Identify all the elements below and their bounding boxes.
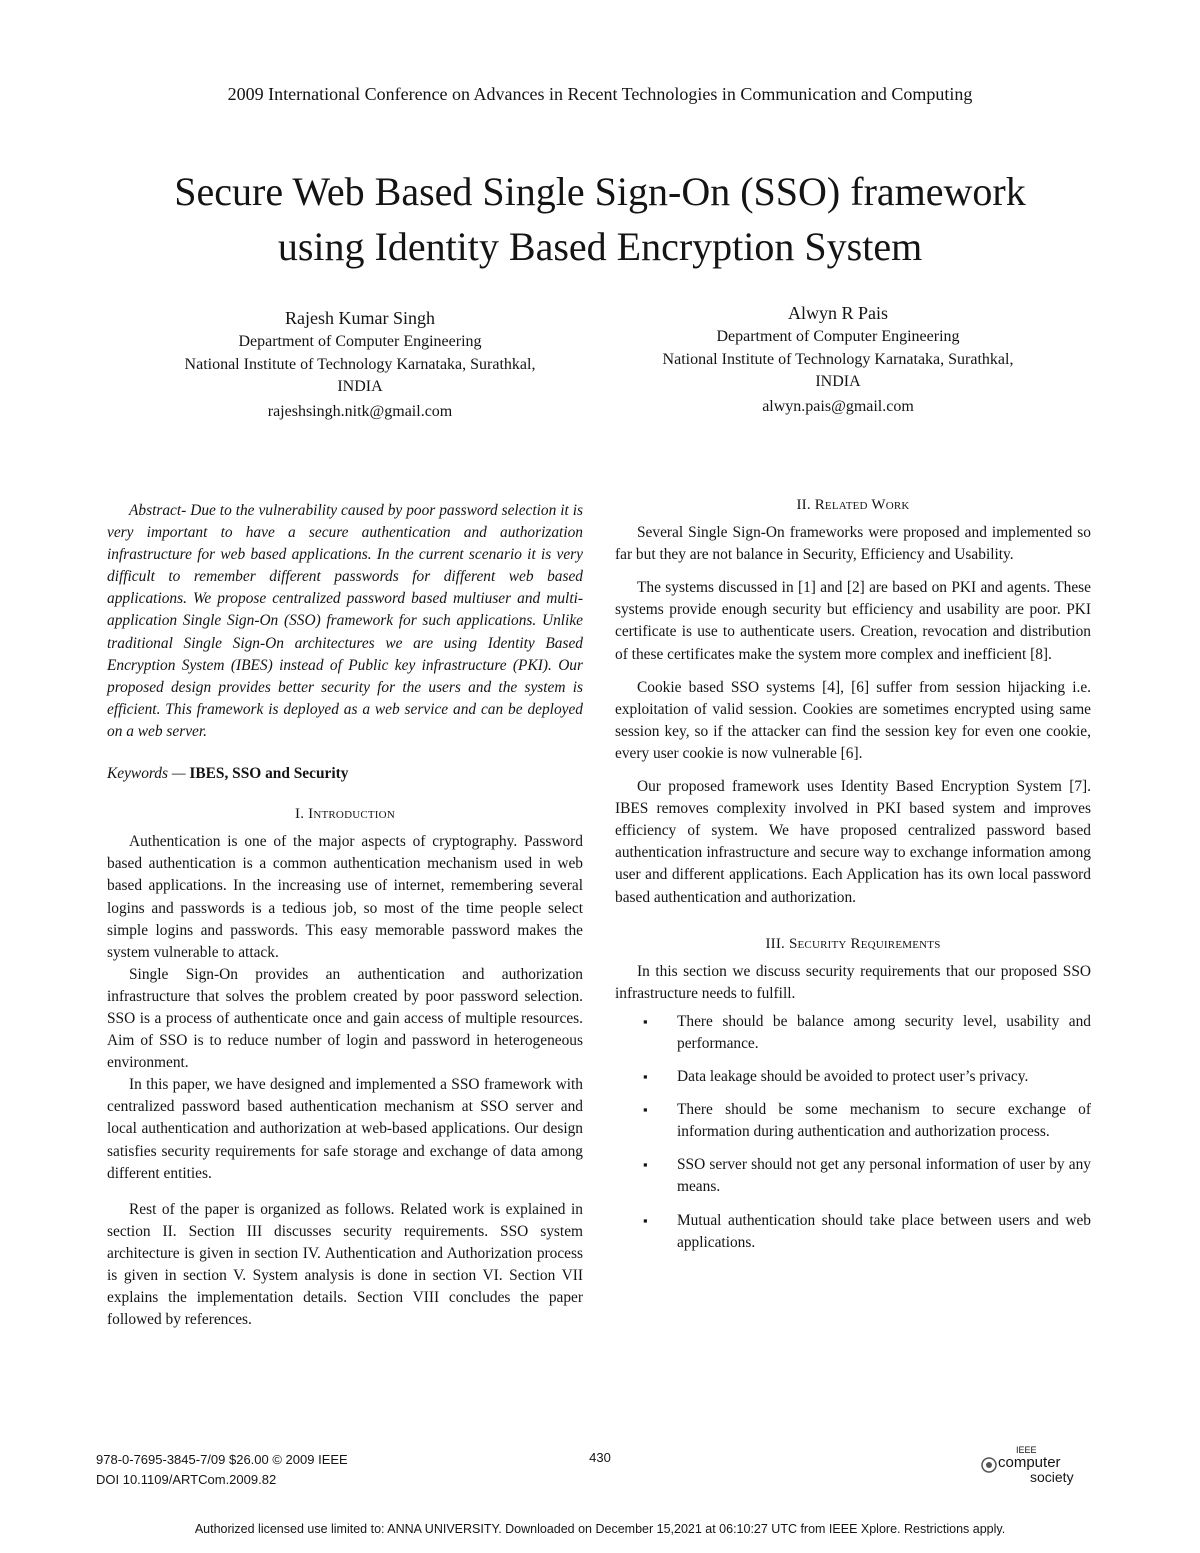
ieee-computer-society-logo: [978, 1446, 1088, 1488]
license-notice: Authorized licensed use limited to: ANNA UNIVERSITY. Downloaded on December 15,2021 at 06:10:27 UTC from IEEE Xplore. Restrictions apply.: [194, 1522, 1006, 1536]
right-column: [615, 494, 1091, 1265]
intro-paragraph: Single Sign-On provides an authentication and authorization infrastructure that solves the problem created by poor password selection. SSO is a process of authenticate once and gain access of multiple resources. Aim of SSO is to reduce number of login and password in heterogeneous environment.: [107, 965, 583, 1072]
related-paragraph: Several Single Sign-On frameworks were proposed and implemented so far but they are not balance in Security, Efficiency and Usability.: [615, 524, 1091, 564]
title-line-2: using Identity Based Encryption System: [277, 224, 923, 269]
author-block-1: [110, 305, 610, 423]
list-item: ▪ There should be balance among security level, usability and performance.: [615, 1011, 1091, 1055]
author-country: INDIA: [337, 378, 383, 395]
list-item: ▪ There should be some mechanism to secure exchange of information during authentication and authorization process.: [615, 1099, 1091, 1143]
keywords-label: Keywords —: [107, 765, 190, 783]
list-item: ▪ SSO server should not get any personal information of user by any means.: [615, 1154, 1091, 1198]
paper-title: [40, 164, 1160, 274]
security-intro: In this section we discuss security requirements that our proposed SSO infrastructure needs to fulfill.: [615, 962, 1091, 1002]
logo-text-society: society: [1030, 1469, 1074, 1485]
keywords: [107, 763, 583, 785]
author-block-2: [588, 300, 1088, 418]
page-number: 430: [589, 1450, 611, 1465]
keywords-value: IBES, SSO and Security: [189, 765, 349, 783]
intro-paragraph: In this paper, we have designed and implemented a SSO framework with centralized password based authentication mechanism at SSO server and local authentication and authorization at web-based applications. Our design satisfies security requirements for safe storage and exchange of data among different entities.: [107, 1076, 583, 1182]
logo-swirl-icon: [980, 1456, 998, 1474]
intro-paragraph: Authentication is one of the major aspects of cryptography. Password based authentication is a common authentication mechanism used in web based applications. In the increasing use of internet, remembering several logins and passwords is a tedious job, so most of the time people select simple logins and passwords. This easy memorable password makes the system vulnerable to attack.: [107, 833, 583, 961]
section-heading-introduction: I. Introduction: [295, 806, 395, 823]
section-heading-related-work: II. Related Work: [796, 497, 910, 513]
abstract: Abstract- Due to the vulnerability caused by poor password selection it is very important to have a secure authentication and authorization infrastructure for web based applications. In the current scenario it is very difficult to remember different passwords for different web based applications. We propose centralized password based multiuser and multi-application Single Sign-On (SSO) framework for such applications. Unlike traditional Single Sign-On architectures we are using Identity Based Encryption System (IBES) instead of Public key infrastructure (PKI). Our proposed design provides better security for the users and the system is efficient. This framework is deployed as a web service and can be deployed on a web server.: [107, 502, 583, 740]
author-name: Alwyn R Pais: [787, 303, 888, 323]
author-institution: National Institute of Technology Karnataka, Surathkal,: [662, 350, 1014, 368]
author-email: alwyn.pais@gmail.com: [762, 397, 914, 415]
section-heading-security-requirements: III. Security Requirements: [765, 935, 941, 952]
left-column: [107, 500, 583, 1331]
related-paragraph: Our proposed framework uses Identity Based Encryption System [7]. IBES removes complexity involved in PKI based system and improves efficiency of system. We have proposed centralized password based authentication infrastructure and secure way to exchange information among user and different applications. Each Application has its own local password based authentication and authorization.: [615, 778, 1091, 906]
security-requirements-list: [615, 1011, 1091, 1254]
list-item: ▪ Data leakage should be avoided to protect user’s privacy.: [615, 1066, 1091, 1088]
author-name: Rajesh Kumar Singh: [285, 308, 435, 328]
author-institution: National Institute of Technology Karnataka, Surathkal,: [184, 355, 536, 373]
related-paragraph: Cookie based SSO systems [4], [6] suffer from session hijacking i.e. exploitation of valid session. Cookies are sometimes encrypted using same session key, so if the attacker can find the session key for even one cookie, every user cookie is now vulnerable [6].: [615, 678, 1091, 762]
logo-text-ieee: IEEE: [1016, 1445, 1037, 1455]
isbn-line: 978-0-7695-3845-7/09 $26.00 © 2009 IEEE: [96, 1452, 348, 1467]
list-item: ▪ Mutual authentication should take place between users and web applications.: [615, 1210, 1091, 1254]
intro-paragraph: Rest of the paper is organized as follows. Related work is explained in section II. Section III discusses security requirements. SSO system architecture is given in section IV. Authentication and Authorization process is given in section V. System analysis is done in section VI. Section VII explains the implementation details. Section VIII concludes the paper followed by references.: [107, 1200, 583, 1329]
doi-line: DOI 10.1109/ARTCom.2009.82: [96, 1472, 277, 1487]
author-department: Department of Computer Engineering: [238, 333, 482, 350]
author-country: INDIA: [815, 373, 861, 390]
footer-copyright: [96, 1450, 348, 1490]
logo-text-computer: computer: [998, 1454, 1061, 1471]
author-email: rajeshsingh.nitk@gmail.com: [267, 402, 453, 420]
related-paragraph: The systems discussed in [1] and [2] are based on PKI and agents. These systems provide enough security but efficiency and usability are poor. PKI certificate is use to authenticate users. Creation, revocation and distribution of these certificates make the system more complex and inefficient [8].: [615, 579, 1091, 663]
conference-header: 2009 International Conference on Advances in Recent Technologies in Communication and Computing: [227, 84, 973, 104]
author-department: Department of Computer Engineering: [716, 328, 960, 345]
title-line-1: Secure Web Based Single Sign-On (SSO) framework: [174, 169, 1026, 214]
